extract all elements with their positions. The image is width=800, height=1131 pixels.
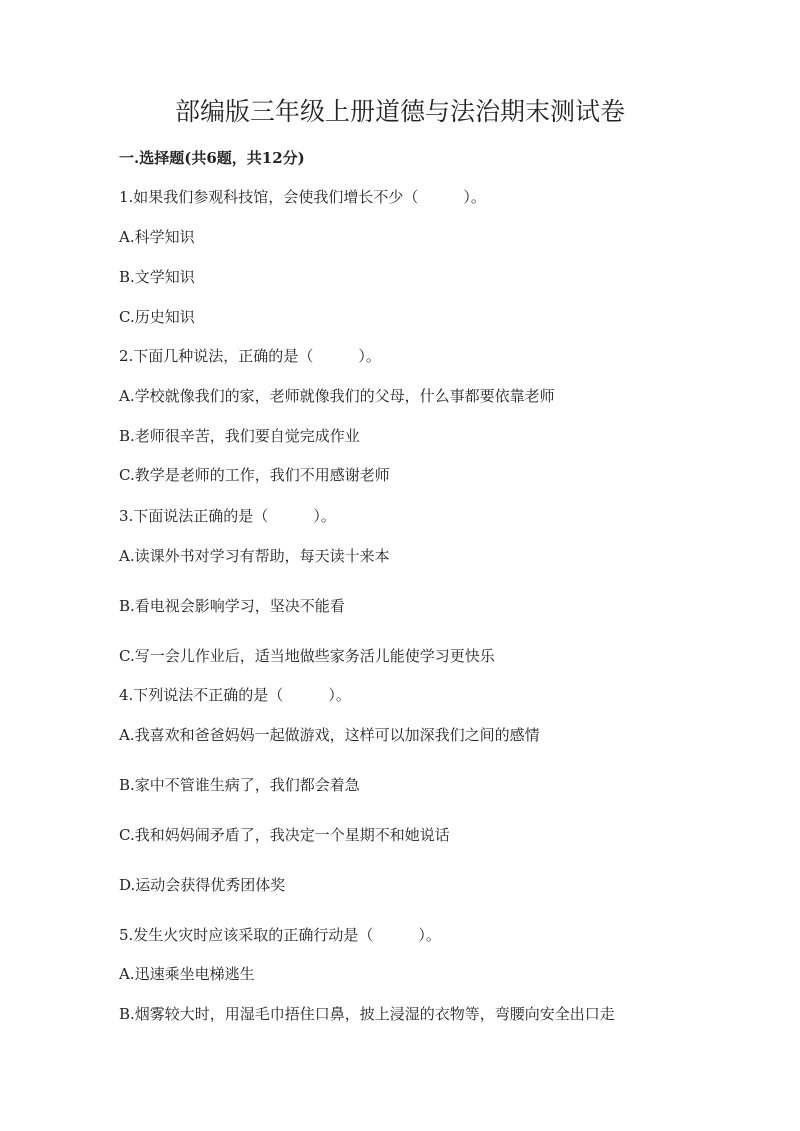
question-2-option-a: A.学校就像我们的家，老师就像我们的父母，什么事都要依靠老师 [119,387,555,405]
question-2-option-c: C.教学是老师的工作，我们不用感谢老师 [119,466,390,484]
question-1-option-c: C.历史知识 [119,308,195,326]
question-4-option-b: B.家中不管谁生病了，我们都会着急 [119,776,360,794]
question-3-option-a: A.读课外书对学习有帮助，每天读十来本 [119,547,390,565]
question-1-option-b: B.文学知识 [119,268,195,286]
page-title: 部编版三年级上册道德与法治期末测试卷 [174,97,625,126]
question-2-option-b: B.老师很辛苦，我们要自觉完成作业 [119,427,360,445]
question-4-stem: 4.下列说法不正确的是（ ）。 [119,686,351,704]
question-1-stem: 1.如果我们参观科技馆，会使我们增长不少（ ）。 [119,188,486,206]
question-3-option-c: C.写一会儿作业后，适当地做些家务活儿能使学习更快乐 [119,647,495,665]
question-4-option-d: D.运动会获得优秀团体奖 [119,876,286,894]
section-heading: 一.选择题(共6题，共12分) [119,149,305,167]
question-5-stem: 5.发生火灾时应该采取的正确行动是（ ）。 [119,926,441,944]
question-2-stem: 2.下面几种说法，正确的是（ ）。 [119,347,381,365]
question-1-option-a: A.科学知识 [119,228,195,246]
question-5-option-b: B.烟雾较大时，用湿毛巾捂住口鼻，披上浸湿的衣物等，弯腰向安全出口走 [119,1005,615,1023]
question-3-option-b: B.看电视会影响学习，坚决不能看 [119,597,345,615]
question-5-option-a: A.迅速乘坐电梯逃生 [119,965,255,983]
question-4-option-a: A.我喜欢和爸爸妈妈一起做游戏，这样可以加深我们之间的感情 [119,726,540,744]
question-4-option-c: C.我和妈妈闹矛盾了，我决定一个星期不和她说话 [119,826,450,844]
question-3-stem: 3.下面说法正确的是（ ）。 [119,507,336,525]
